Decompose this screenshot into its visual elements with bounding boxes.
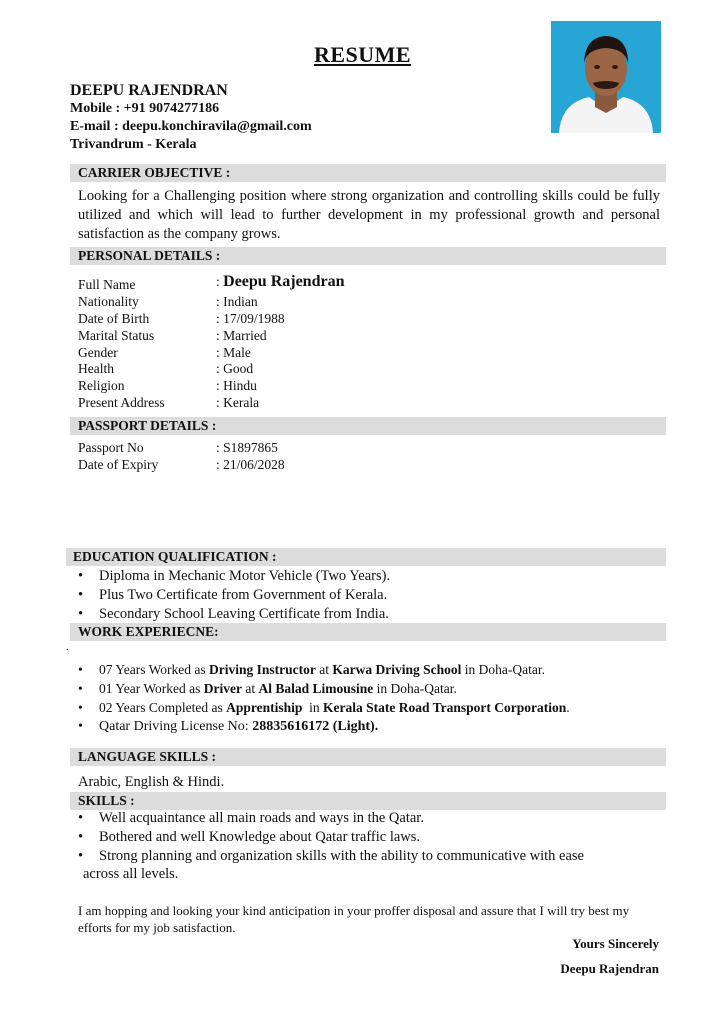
section-header-language: LANGUAGE SKILLS :	[70, 748, 666, 766]
objective-text: Looking for a Challenging position where strong organization and controlling skills could be fully utilized and which will lead to further development in my professional growth and personal satisfaction as the company grows.	[78, 188, 660, 242]
label-present-address: Present Address	[78, 395, 165, 410]
label-marital-status: Marital Status	[78, 328, 155, 343]
page-title: RESUME	[313, 42, 412, 67]
label-gender: Gender	[78, 345, 118, 360]
value-health: : Good	[216, 361, 254, 376]
value-passport-no: : S1897865	[216, 440, 278, 455]
stray-dot: .	[66, 642, 69, 653]
value-full-name: : Deepu Rajendran	[216, 273, 345, 290]
signature-name: Deepu Rajendran	[560, 961, 659, 976]
section-header-skills: SKILLS :	[70, 792, 666, 810]
closing-text: I am hopping and looking your kind anticipation in your proffer disposal and assure that I will try best my efforts for my job satisfaction.	[78, 903, 630, 935]
label-date-of-expiry: Date of Expiry	[78, 457, 159, 472]
label-religion: Religion	[78, 378, 125, 393]
section-header-passport: PASSPORT DETAILS :	[70, 417, 666, 435]
mobile-number: Mobile : +91 9074277186	[70, 101, 220, 116]
language-text: Arabic, English & Hindi.	[78, 774, 225, 790]
section-header-work: WORK EXPERIECNE:	[70, 623, 666, 641]
label-full-name: Full Name	[78, 277, 136, 292]
list-item-continuation: across all levels.	[83, 866, 179, 882]
skills-list: • Well acquaintance all main roads and ways in the Qatar. • Bothered and well Knowledge about Qatar traffic laws. • Strong planning and organization skills with the ability to communicative with ease across all levels.	[78, 810, 584, 882]
value-marital-status: : Married	[216, 328, 267, 343]
personal-details	[78, 273, 478, 413]
label-passport-no: Passport No	[78, 440, 144, 455]
candidate-name: DEEPU RAJENDRAN	[70, 82, 228, 99]
value-religion: : Hindu	[216, 378, 257, 393]
section-header-personal: PERSONAL DETAILS :	[70, 247, 666, 265]
education-list: • Diploma in Mechanic Motor Vehicle (Two Years). • Plus Two Certificate from Government of Kerala. • Secondary School Leaving Certificate from India.	[78, 568, 391, 622]
value-date-of-birth: : 17/09/1988	[216, 311, 285, 326]
passport-details	[78, 440, 478, 476]
person-portrait-icon	[551, 21, 661, 133]
value-nationality: : Indian	[216, 294, 258, 309]
value-present-address: : Kerala	[216, 395, 260, 410]
email-address: E-mail : deepu.konchiravila@gmail.com	[70, 119, 312, 134]
signoff: Yours Sincerely	[572, 936, 659, 951]
label-date-of-birth: Date of Birth	[78, 311, 150, 326]
work-list: • 07 Years Worked as Driving Instructor at Karwa Driving School in Doha-Qatar. • 01 Year Worked as Driver at Al Balad Limousine in Doha-Qatar. • 02 Years Completed as Apprentiship in Kerala State Road Transport Corporation. • Qatar Driving License No: 28835616172 (Light).	[78, 662, 570, 734]
label-nationality: Nationality	[78, 294, 139, 309]
section-header-education: EDUCATION QUALIFICATION :	[66, 548, 666, 566]
profile-photo	[551, 21, 661, 133]
label-health: Health	[78, 361, 114, 376]
value-date-of-expiry: : 21/06/2028	[216, 457, 285, 472]
section-header-objective: CARRIER OBJECTIVE :	[70, 164, 666, 182]
location: Trivandrum - Kerala	[70, 137, 197, 152]
value-gender: : Male	[216, 345, 251, 360]
